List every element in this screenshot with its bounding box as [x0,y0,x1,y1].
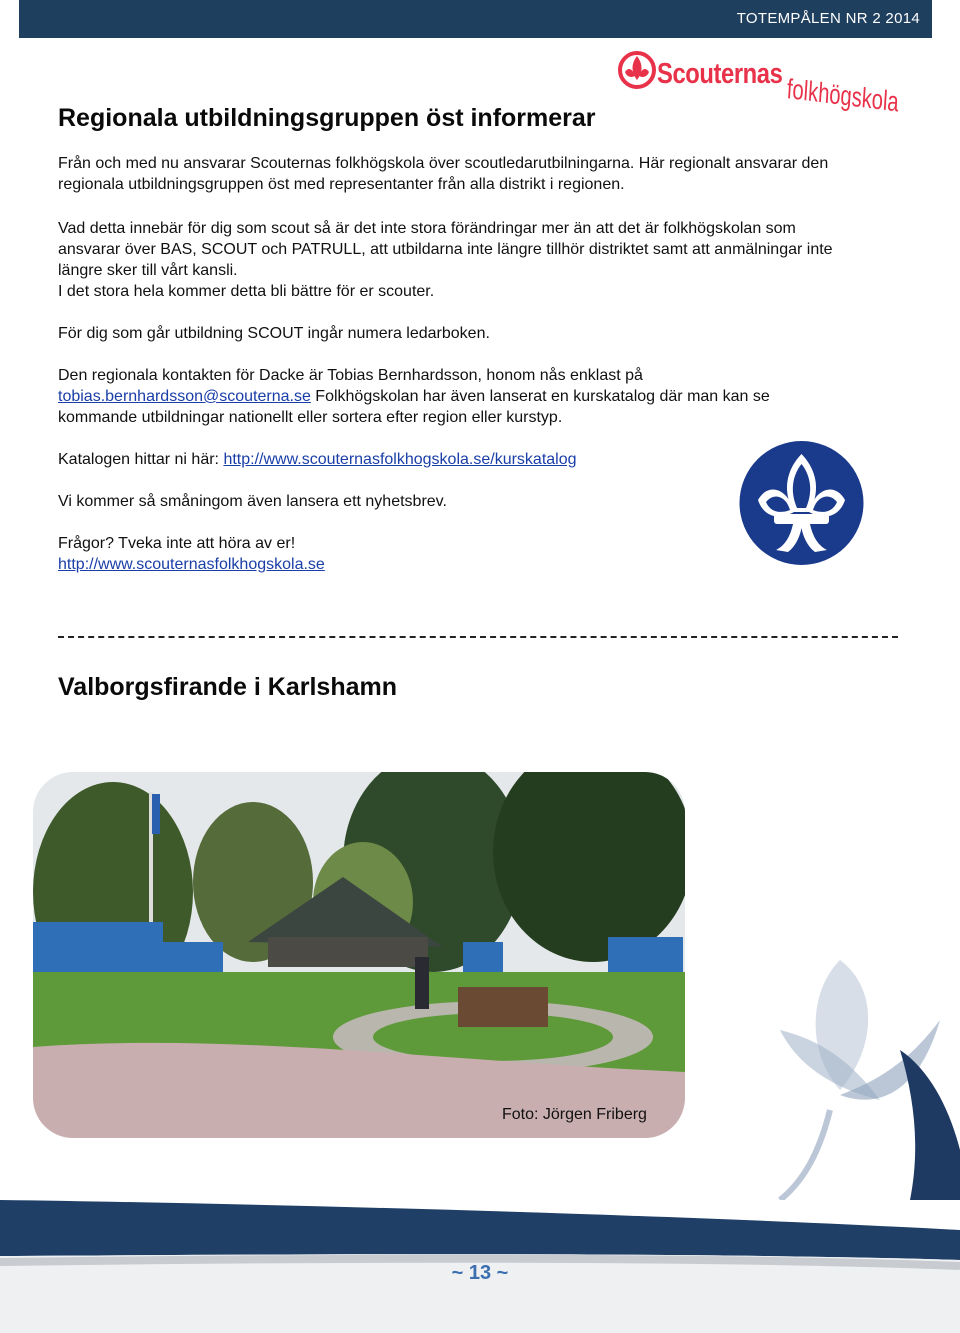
fleur-de-lis-logo-icon [617,50,657,94]
catalog-link[interactable]: http://www.scouternasfolkhogskola.se/kurskatalog [223,451,577,468]
paragraph-line [58,386,908,407]
paragraph-ledarboken: För dig som går utbildning SCOUT ingår numera ledarboken. [58,325,490,342]
section-divider [58,636,898,638]
header-bar [19,0,932,38]
paragraph-line: Den regionala kontakten för Dacke är Tobias Bernhardsson, honom nås enklast på [58,367,643,384]
paragraph-line: kommande utbildningar nationellt eller sortera efter region eller kurstyp. [58,409,563,426]
article-body-1 [58,153,908,195]
decorative-flower-icon [690,900,960,1200]
article-title-regional: Regionala utbildningsgruppen öst informerar [58,104,596,132]
article-title-valborg: Valborgsfirande i Karlshamn [58,673,397,701]
paragraph-questions: Frågor? Tveka inte att höra av er! [58,535,296,552]
paragraph-line: ansvarar över BAS, SCOUT och PATRULL, att utbildarna inte längre tillhör distriktet samt att anmälningar inte [58,241,833,258]
paragraph-line: Vad detta innebär för dig som scout så är det inte stora förändringar mer än att det är folkhögskolan som [58,220,796,237]
photo-caption: Foto: Jörgen Friberg [502,1106,647,1123]
scout-emblem-icon [738,440,865,566]
paragraph-text: Folkhögskolan har även lanserat en kurskatalog där man kan se [310,388,770,405]
header-title: TOTEMPÅLEN NR 2 2014 [736,10,920,27]
photo-scene [33,772,685,1138]
logo-text-folkhogskola: folkhögskola [786,73,900,118]
scouternas-folkhogskola-logo [617,48,917,128]
intro-line: Från och med nu ansvarar Scouternas folkhögskola över scoutledarutbilningarna. Här regionalt ansvarar den [58,155,829,172]
catalog-label: Katalogen hittar ni här: [58,451,224,468]
paragraph-line: I det stora hela kommer detta bli bättre för er scouter. [58,283,435,300]
page-number: ~ 13 ~ [451,1262,509,1284]
logo-text-scouternas: Scouternas [657,58,783,90]
paragraph-newsletter: Vi kommer så småningom även lansera ett nyhetsbrev. [58,493,447,510]
email-link[interactable]: tobias.bernhardsson@scouterna.se [58,388,311,405]
paragraph-line: längre sker till vårt kansli. [58,262,238,279]
site-link[interactable]: http://www.scouternasfolkhogskola.se [58,556,325,573]
intro-line: regionala utbildningsgruppen öst med representanter från alla distrikt i regionen. [58,176,625,193]
valborg-photo [33,772,685,1138]
